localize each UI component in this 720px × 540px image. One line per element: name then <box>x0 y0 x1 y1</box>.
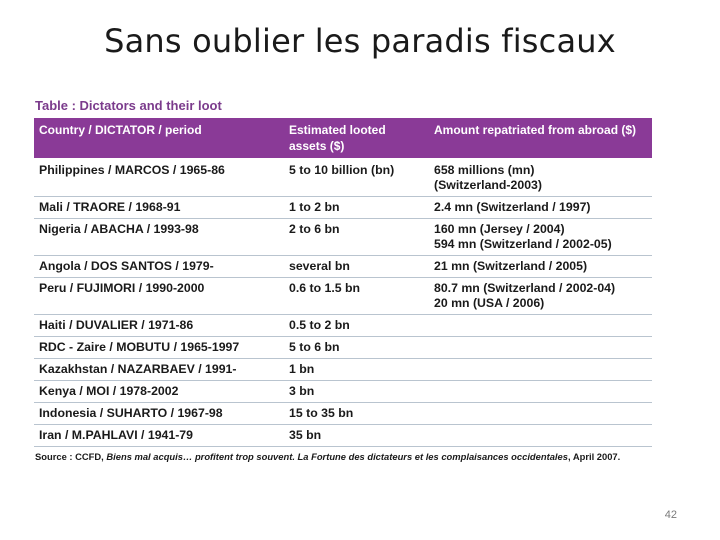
table-source <box>35 451 652 462</box>
cell-assets: 1 to 2 bn <box>284 197 429 219</box>
repatriated-line: 594 mn (Switzerland / 2002-05) <box>434 237 612 251</box>
cell-repatriated <box>429 425 652 447</box>
source-suffix: , April 2007. <box>567 451 621 462</box>
cell-country: Kenya / MOI / 1978-2002 <box>34 381 284 403</box>
cell-assets: 1 bn <box>284 359 429 381</box>
cell-country: Haiti / DUVALIER / 1971-86 <box>34 315 284 337</box>
table-caption: Table : Dictators and their loot <box>35 98 222 113</box>
cell-assets: several bn <box>284 256 429 278</box>
table-row <box>34 337 652 359</box>
table-row <box>34 197 652 219</box>
repatriated-line: (Switzerland-2003) <box>434 178 542 192</box>
cell-repatriated <box>429 359 652 381</box>
cell-assets: 0.6 to 1.5 bn <box>284 278 429 315</box>
cell-assets: 15 to 35 bn <box>284 403 429 425</box>
cell-assets: 5 to 6 bn <box>284 337 429 359</box>
cell-repatriated <box>429 381 652 403</box>
dictators-table <box>34 118 652 447</box>
cell-repatriated <box>429 158 652 197</box>
cell-assets: 3 bn <box>284 381 429 403</box>
cell-country: Angola / DOS SANTOS / 1979- <box>34 256 284 278</box>
repatriated-line: 160 mn (Jersey / 2004) <box>434 222 565 236</box>
table-row <box>34 381 652 403</box>
table-header <box>34 118 652 158</box>
cell-country: Iran / M.PAHLAVI / 1941-79 <box>34 425 284 447</box>
table-row <box>34 158 652 197</box>
repatriated-line: 80.7 mn (Switzerland / 2002-04) <box>434 281 616 295</box>
source-prefix: Source : CCFD, <box>35 451 107 462</box>
cell-repatriated <box>429 278 652 315</box>
table-row <box>34 278 652 315</box>
cell-country: Indonesia / SUHARTO / 1967-98 <box>34 403 284 425</box>
table-row <box>34 256 652 278</box>
repatriated-line: 20 mn (USA / 2006) <box>434 296 545 310</box>
repatriated-line: 658 millions (mn) <box>434 163 535 177</box>
header-country: Country / DICTATOR / period <box>39 123 202 137</box>
cell-assets: 2 to 6 bn <box>284 219 429 256</box>
cell-repatriated <box>429 403 652 425</box>
table-row <box>34 219 652 256</box>
table-body <box>34 158 652 447</box>
cell-country: Nigeria / ABACHA / 1993-98 <box>34 219 284 256</box>
table-row <box>34 403 652 425</box>
page-number: 42 <box>664 509 677 521</box>
cell-repatriated <box>429 256 652 278</box>
cell-country: RDC - Zaire / MOBUTU / 1965-1997 <box>34 337 284 359</box>
slide-title: Sans oublier les paradis fiscaux <box>104 22 616 60</box>
repatriated-line: 2.4 mn (Switzerland / 1997) <box>434 200 591 214</box>
cell-repatriated <box>429 197 652 219</box>
cell-repatriated <box>429 337 652 359</box>
cell-assets: 35 bn <box>284 425 429 447</box>
cell-country: Kazakhstan / NAZARBAEV / 1991- <box>34 359 284 381</box>
cell-assets: 5 to 10 billion (bn) <box>284 158 429 197</box>
cell-repatriated <box>429 219 652 256</box>
header-row <box>34 118 652 158</box>
table-row <box>34 359 652 381</box>
cell-country: Philippines / MARCOS / 1965-86 <box>34 158 284 197</box>
header-assets: Estimated looted assets ($) <box>289 123 386 153</box>
cell-assets: 0.5 to 2 bn <box>284 315 429 337</box>
table-figure <box>32 98 652 462</box>
cell-country: Peru / FUJIMORI / 1990-2000 <box>34 278 284 315</box>
cell-repatriated <box>429 315 652 337</box>
table-row <box>34 425 652 447</box>
cell-country: Mali / TRAORE / 1968-91 <box>34 197 284 219</box>
header-repatriated: Amount repatriated from abroad ($) <box>434 123 637 137</box>
source-title: Biens mal acquis… profitent trop souvent. La Fortune des dictateurs et les complaisances occidentales <box>106 451 568 462</box>
table-row <box>34 315 652 337</box>
repatriated-line: 21 mn (Switzerland / 2005) <box>434 259 588 273</box>
